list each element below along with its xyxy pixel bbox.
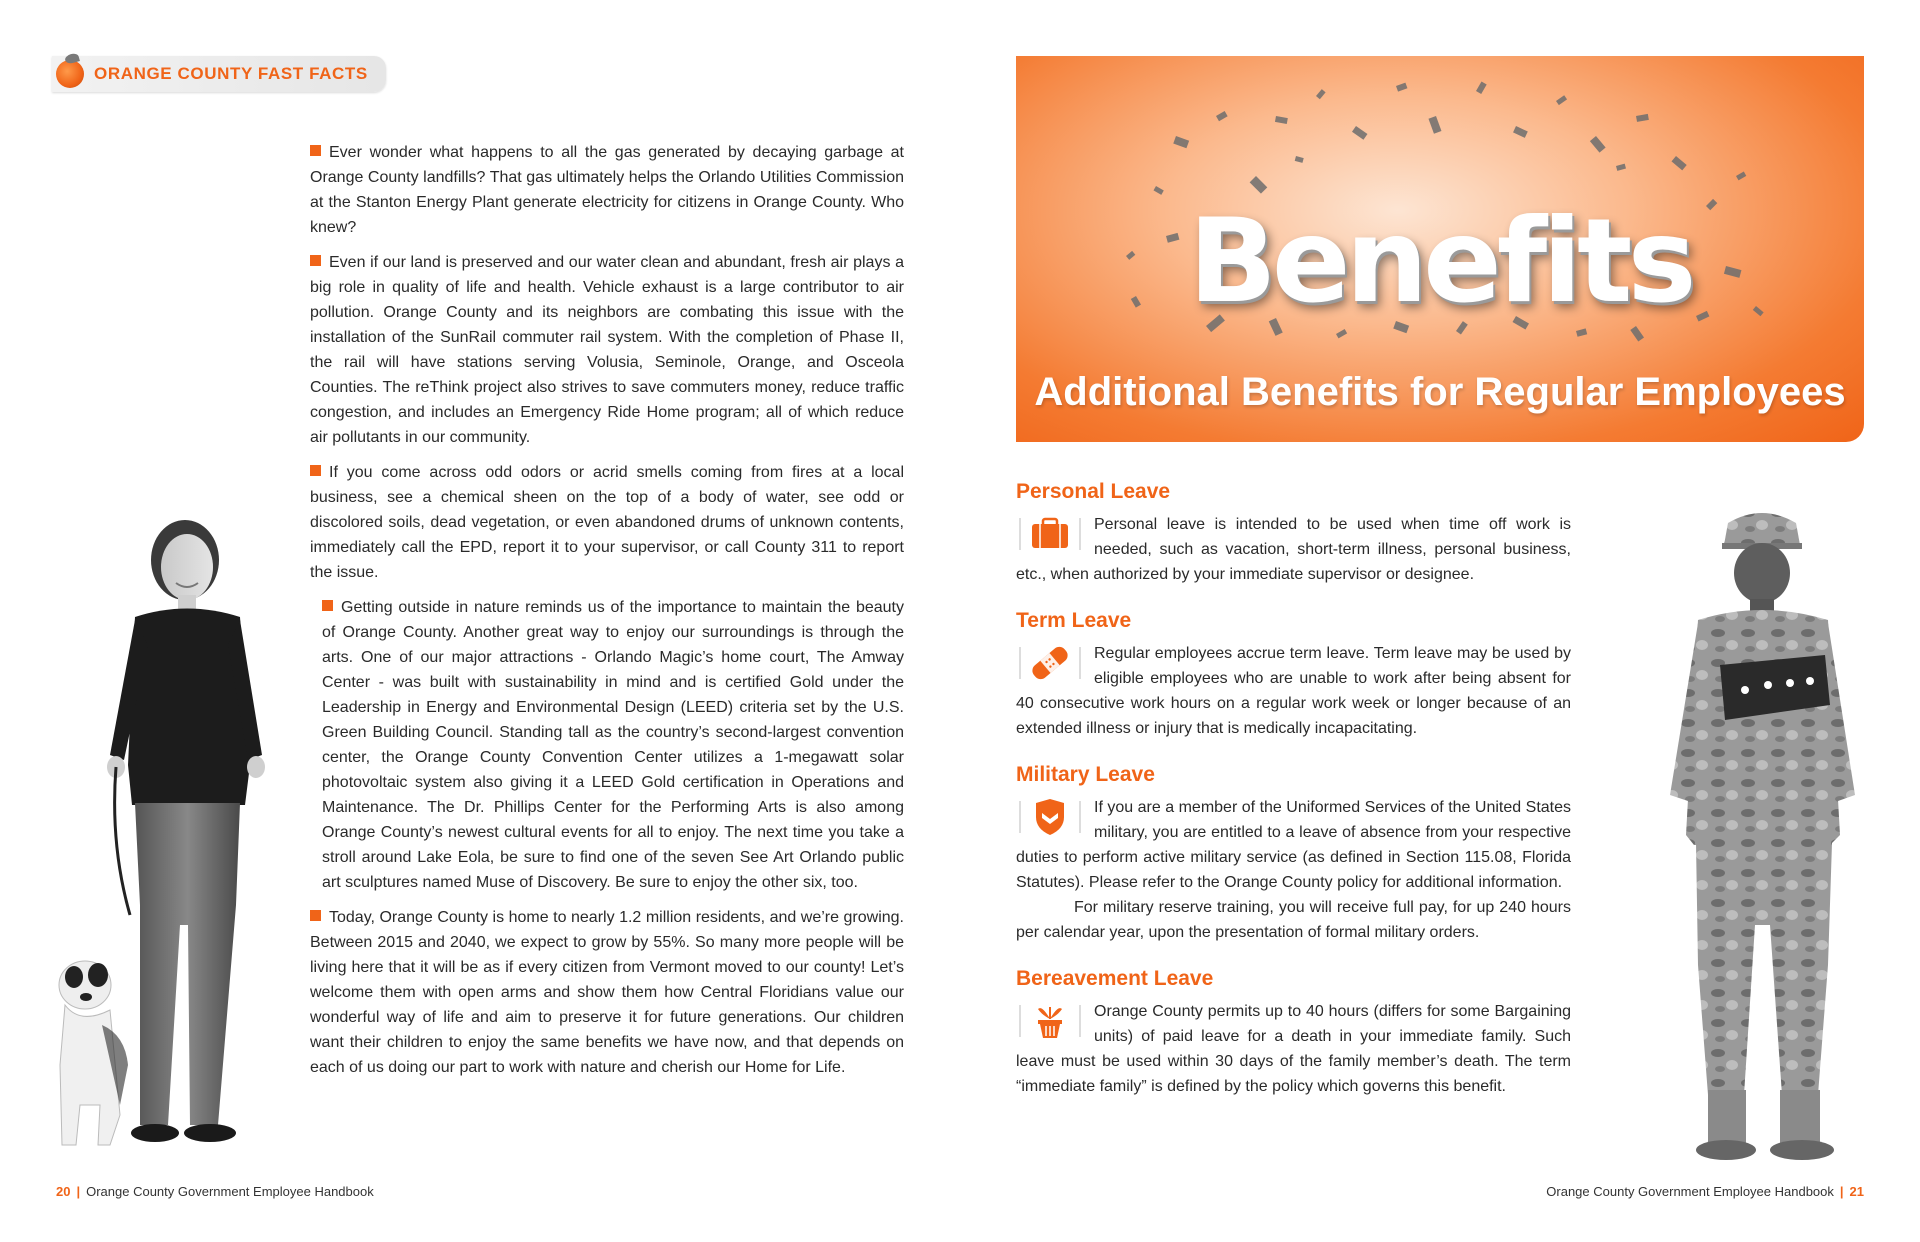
- section-personal-leave: [1016, 480, 1571, 587]
- fast-facts-title: ORANGE COUNTY FAST FACTS: [94, 64, 368, 83]
- bullet-square-icon: [310, 910, 321, 921]
- fact-text: Today, Orange County is home to nearly 1.2 million residents, and we’re growing. Between 2015 and 2040, we expect to grow by 55%. So many more people will be living here that it will be as if every citizen from Vermont moved to our county! Let’s welcome them with open arms and show them how Central Floridians value our wonderful way of life and aim to preserve it for future generations. Our children want their children to enjoy the same benefits we have now, and that depends on each of us doing our part to work with nature and cherish our Home for Life.: [310, 909, 904, 1076]
- fact-item: [310, 595, 904, 895]
- woman-with-dog-photo: [40, 505, 270, 1170]
- bullet-square-icon: [322, 600, 333, 611]
- page-number: 21: [1849, 1184, 1864, 1199]
- footer-right: Orange County Government Employee Handbook | 21: [1546, 1184, 1864, 1199]
- section-title: Bereavement Leave: [1016, 967, 1214, 990]
- fact-text: Even if our land is preserved and our water clean and abundant, fresh air plays a big role in quality of life and health. Vehicle exhaust is a large contributor to air pollution. Orange County and its neighbors are combating this issue with the installation of the SunRail commuter rail system. With the completion of Phase II, the rail will have stations serving Volusia, Seminole, Orange, and Osceola Counties. The reThink project also strives to save commuters money, reduce traffic congestion, and includes an Emergency Ride Home program; all of which reduce air pollutants in our community.: [310, 254, 904, 446]
- benefits-title: Benefits: [1188, 194, 1692, 329]
- fact-text: Ever wonder what happens to all the gas generated by decaying garbage at Orange County landfills? That gas ultimately helps the Orlando Utilities Commission at the Stanton Energy Plant generate electricity for citizens in Orange County. Who knew?: [310, 144, 904, 236]
- fact-item: [310, 460, 904, 585]
- section-body: Regular employees accrue term leave. Term leave may be used by eligible employees who are unable to work after being absent for 40 consecutive work hours on a regular work week or longer because of an extended illness or injury that is medically incapacitating.: [1016, 645, 1571, 737]
- footer-text: Orange County Government Employee Handbook: [86, 1184, 374, 1199]
- footer-left: 20 | Orange County Government Employee Handbook: [56, 1184, 374, 1199]
- section-term-leave: [1016, 609, 1571, 741]
- fact-item: [310, 140, 904, 240]
- fact-text: Getting outside in nature reminds us of the importance to maintain the beauty of Orange County. Another great way to enjoy our surroundings is through the arts. One of our major attractions - Orlando Magic’s home court, The Amway Center - was built with sustainability in mind and is certified Gold under the Leadership in Energy and Environmental Design (LEED) criteria set by the U.S. Green Building Council. Standing tall as the country’s second-largest convention center, the Orange County Convention Center utilizes a 1-megawatt solar photovoltaic system also giving it a LEED Gold certification in Operations and Maintenance. The Dr. Phillips Center for the Performing Arts is also among Orange County’s newest cultural events for all to enjoy. The next time you take a stroll around Lake Eola, be sure to find one of the seven See Art Orlando public art sculptures named Muse of Discovery. Be sure to enjoy the other six, too.: [322, 599, 904, 891]
- bullet-square-icon: [310, 465, 321, 476]
- benefits-subtitle: Additional Benefits for Regular Employees: [1034, 370, 1846, 414]
- section-body: If you are a member of the Uniformed Services of the United States military, you are entitled to a leave of absence from your respective duties to perform active military service (as defined in Section 115.08, Florida Statutes). Please refer to the Orange County policy for additional information.: [1016, 799, 1571, 891]
- military-badge-icon: [1016, 797, 1084, 837]
- soldier-with-flag-photo: [1650, 505, 1875, 1180]
- leave-sections: [1016, 480, 1571, 1121]
- fact-item: [310, 250, 904, 450]
- bullet-square-icon: [310, 255, 321, 266]
- right-page: [960, 0, 1920, 1242]
- section-title: Term Leave: [1016, 609, 1132, 632]
- flower-pot-icon: [1016, 1001, 1084, 1041]
- bandage-icon: [1016, 643, 1084, 683]
- fact-text: If you come across odd odors or acrid smells coming from fires at a local business, see a chemical sheen on the top of a body of water, see odd or discolored soils, dead vegetation, or even abandoned drums of unknown contents, immediately call the EPD, report it to your supervisor, or call County 311 to report the issue.: [310, 464, 904, 581]
- section-body: Orange County permits up to 40 hours (differs for some Bargaining units) of paid leave for a death in your immediate family. Such leave must be used within 30 days of the family member’s death. The term “immediate family” is defined by the policy which governs this benefit.: [1016, 1003, 1571, 1095]
- section-bereavement-leave: [1016, 967, 1571, 1099]
- fast-facts-list: [310, 140, 904, 1090]
- section-body-secondary: For military reserve training, you will receive full pay, for up 240 hours per calendar year, upon the presentation of formal military orders.: [1016, 899, 1571, 941]
- footer-text: Orange County Government Employee Handbook: [1546, 1184, 1834, 1199]
- orange-icon: [56, 60, 84, 88]
- page-number: 20: [56, 1184, 71, 1199]
- bullet-square-icon: [310, 145, 321, 156]
- benefits-banner: [1016, 56, 1864, 442]
- section-military-leave: [1016, 763, 1571, 945]
- fact-item: [310, 905, 904, 1080]
- fast-facts-tab: [52, 56, 386, 92]
- section-title: Military Leave: [1016, 763, 1155, 786]
- section-body: Personal leave is intended to be used when time off work is needed, such as vacation, short-term illness, personal business, etc., when authorized by your immediate supervisor or designee.: [1016, 516, 1571, 583]
- suitcase-icon: [1016, 514, 1084, 554]
- section-title: Personal Leave: [1016, 480, 1171, 503]
